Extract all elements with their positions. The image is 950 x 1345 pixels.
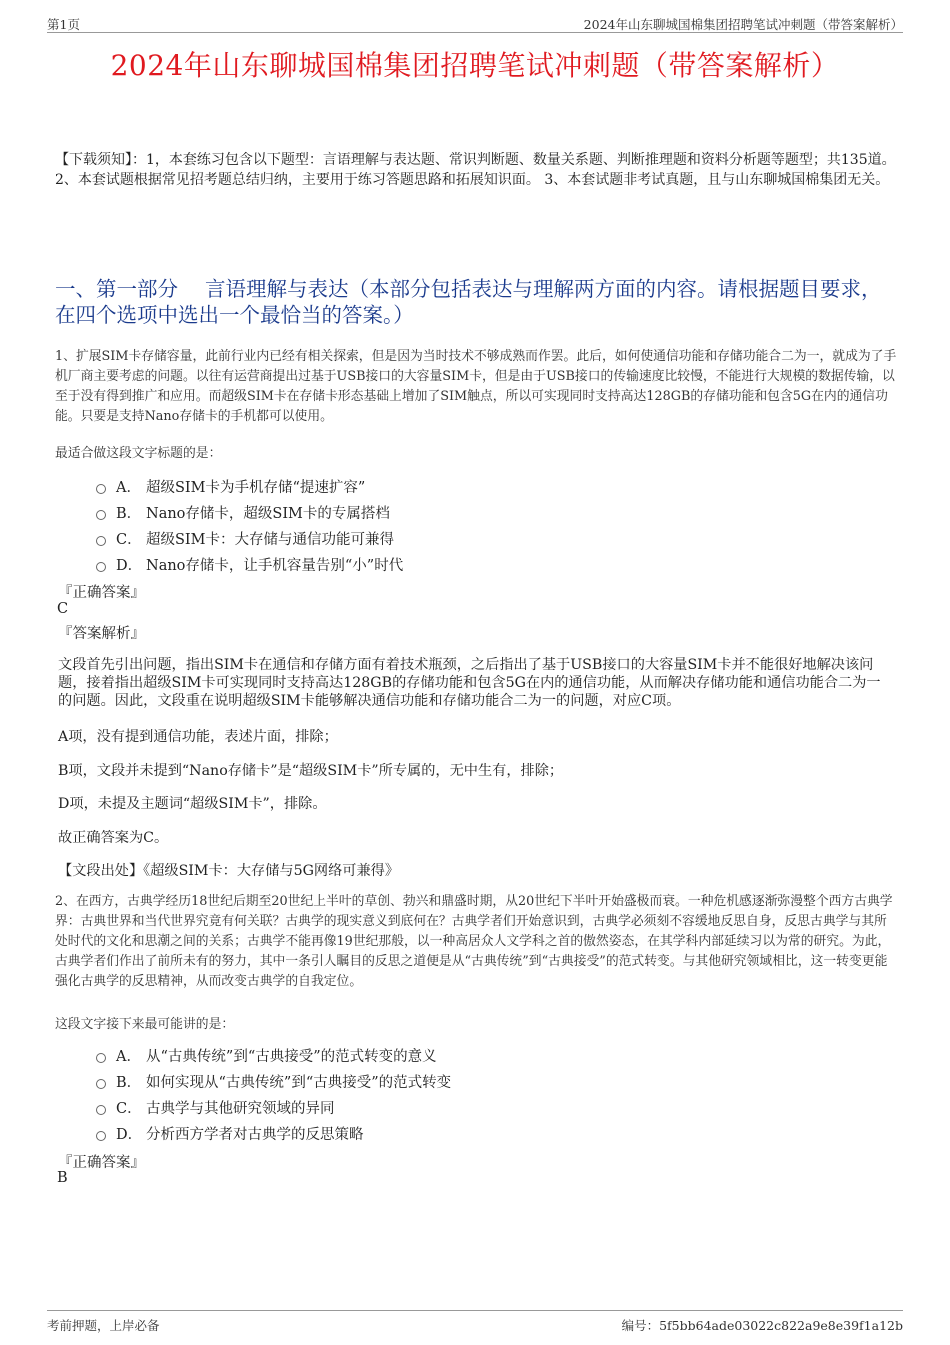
footer-slogan: 考前押题，上岸必备 (47, 1318, 160, 1333)
question-2-option-d[interactable] (96, 1120, 451, 1146)
option-text: 如何实现从“古典传统”到“古典接受”的范式转变 (146, 1074, 452, 1091)
header-doc-title: 2024年山东聊城国棉集团招聘笔试冲刺题（带答案解析） (583, 17, 903, 32)
option-text: Nano存储卡，超级SIM卡的专属搭档 (146, 505, 390, 522)
option-letter: D． (116, 557, 143, 574)
question-1-analysis-label: 『答案解析』 (58, 626, 145, 642)
option-text: 从“古典传统”到“古典接受”的范式转变的意义 (146, 1048, 437, 1065)
radio-icon[interactable] (96, 536, 106, 546)
question-1-option-c[interactable] (96, 525, 403, 551)
question-1-option-a[interactable] (96, 473, 403, 499)
footer-serial: 编号：5f5bb64ade03022c822a9e8e39f1a12b (621, 1318, 903, 1333)
section-title: 一、第一部分 言语理解与表达（本部分包括表达与理解两方面的内容。请根据题目要求，在四个选项中选出一个最恰当的答案。） (55, 277, 882, 327)
option-text: 分析西方学者对古典学的反思策略 (146, 1126, 364, 1143)
question-1-answer-label: 『正确答案』 (58, 585, 145, 601)
radio-icon[interactable] (96, 484, 106, 494)
option-letter: C． (116, 1100, 142, 1117)
document-title: 2024年山东聊城国棉集团招聘笔试冲刺题（带答案解析） (110, 49, 840, 82)
question-1-answer: C (57, 601, 69, 617)
question-1-analysis-d: D项，未提及主题词“超级SIM卡”，排除。 (58, 796, 327, 812)
radio-icon[interactable] (96, 562, 106, 572)
question-1-analysis: 文段首先引出问题，指出SIM卡在通信和存储方面有着技术瓶颈，之后指出了基于USB接口的大容量SIM卡并不能很好地解决该问题，接着指出超级SIM卡可实现同时支持高达128GB的存储功能和包含5G在内的通信功能，从而解决存储功能和通信功能合二为一的问题。因此，文段重在说明超级SIM卡能够解决通信功能和存储功能合二为一的问题，对应C项。 (58, 657, 881, 709)
question-1-analysis-a: A项，没有提到通信功能，表述片面，排除； (58, 729, 338, 745)
page-header (47, 14, 903, 33)
radio-icon[interactable] (96, 1131, 106, 1141)
option-text: 超级SIM卡：大存储与通信功能可兼得 (146, 531, 395, 548)
question-1-options (96, 473, 403, 577)
question-2-answer-label: 『正确答案』 (58, 1155, 145, 1171)
question-2-text: 2、在西方，古典学经历18世纪后期至20世纪上半叶的草创、勃兴和鼎盛时期，从20世纪下半叶开始盛极而衰。一种危机感逐渐弥漫整个西方古典学界：古典世界和当代世界究竟有何关联？古典学的现实意义到底何在？古典学者们开始意识到，古典学必须刻不容缓地反思自身，反思古典学与其所处时代的文化和思潮之间的关系；古典学不能再像19世纪那般，以一种高居众人文学科之首的傲然姿态，在其学科内部延续习以为常的研究。为此，古典学者们作出了前所未有的努力，其中一条引人瞩目的反思之道便是从“古典传统”到“古典接受”的范式转变。与其他研究领域相比，这一转变更能强化古典学的反思精神，从而改变古典学的自我定位。 (55, 894, 893, 989)
option-letter: C． (116, 531, 142, 548)
option-letter: D． (116, 1126, 143, 1143)
page-number: 第1页 (47, 17, 80, 32)
question-2-answer: B (57, 1170, 68, 1186)
question-2-option-a[interactable] (96, 1042, 451, 1068)
option-letter: B． (116, 1074, 142, 1091)
option-text: 超级SIM卡为手机存储“提速扩容” (146, 479, 366, 496)
question-1-analysis-b: B项，文段并未提到“Nano存储卡”是“超级SIM卡”所专属的，无中生有，排除； (58, 763, 564, 779)
page-footer (47, 1310, 903, 1335)
question-1-prompt: 最适合做这段文字标题的是： (55, 446, 222, 461)
question-1-conclusion: 故正确答案为C。 (58, 830, 169, 846)
question-1-source: 【文段出处】《超级SIM卡：大存储与5G网络可兼得》 (58, 863, 400, 879)
question-1-text: 1、扩展SIM卡存储容量，此前行业内已经有相关探索，但是因为当时技术不够成熟而作罢。此后，如何使通信功能和存储功能合二为一，就成为了手机厂商主要考虑的问题。以往有运营商提出过基于USB接口的大容量SIM卡，但是由于USB接口的传输速度比较慢，不能进行大规模的数据传输，以至于没有得到推广和应用。而超级SIM卡在存储卡形态基础上增加了SIM触点，所以可实现同时支持高达128GB的存储功能和包含5G在内的通信功能。只要是支持Nano存储卡的手机都可以使用。 (55, 349, 897, 424)
option-text: Nano存储卡，让手机容量告别“小”时代 (146, 557, 404, 574)
radio-icon[interactable] (96, 510, 106, 520)
question-2-prompt: 这段文字接下来最可能讲的是： (55, 1017, 235, 1032)
download-notice: 【下载须知】：1，本套练习包含以下题型：言语理解与表达题、常识判断题、数量关系题、判断推理题和资料分析题等题型；共135道。 2、本套试题根据常见招考题总结归纳，主要用于练习答题思路和拓展知识面。 3、本套试题非考试真题，且与山东聊城国棉集团无关。 (55, 152, 896, 188)
option-letter: A． (116, 1048, 141, 1065)
option-text: 古典学与其他研究领域的异同 (146, 1100, 335, 1117)
option-letter: B． (116, 505, 142, 522)
radio-icon[interactable] (96, 1105, 106, 1115)
radio-icon[interactable] (96, 1053, 106, 1063)
question-2-options (96, 1042, 451, 1146)
question-2-option-b[interactable] (96, 1068, 451, 1094)
question-1-option-b[interactable] (96, 499, 403, 525)
radio-icon[interactable] (96, 1079, 106, 1089)
question-1-option-d[interactable] (96, 551, 403, 577)
option-letter: A． (116, 479, 141, 496)
question-2-option-c[interactable] (96, 1094, 451, 1120)
